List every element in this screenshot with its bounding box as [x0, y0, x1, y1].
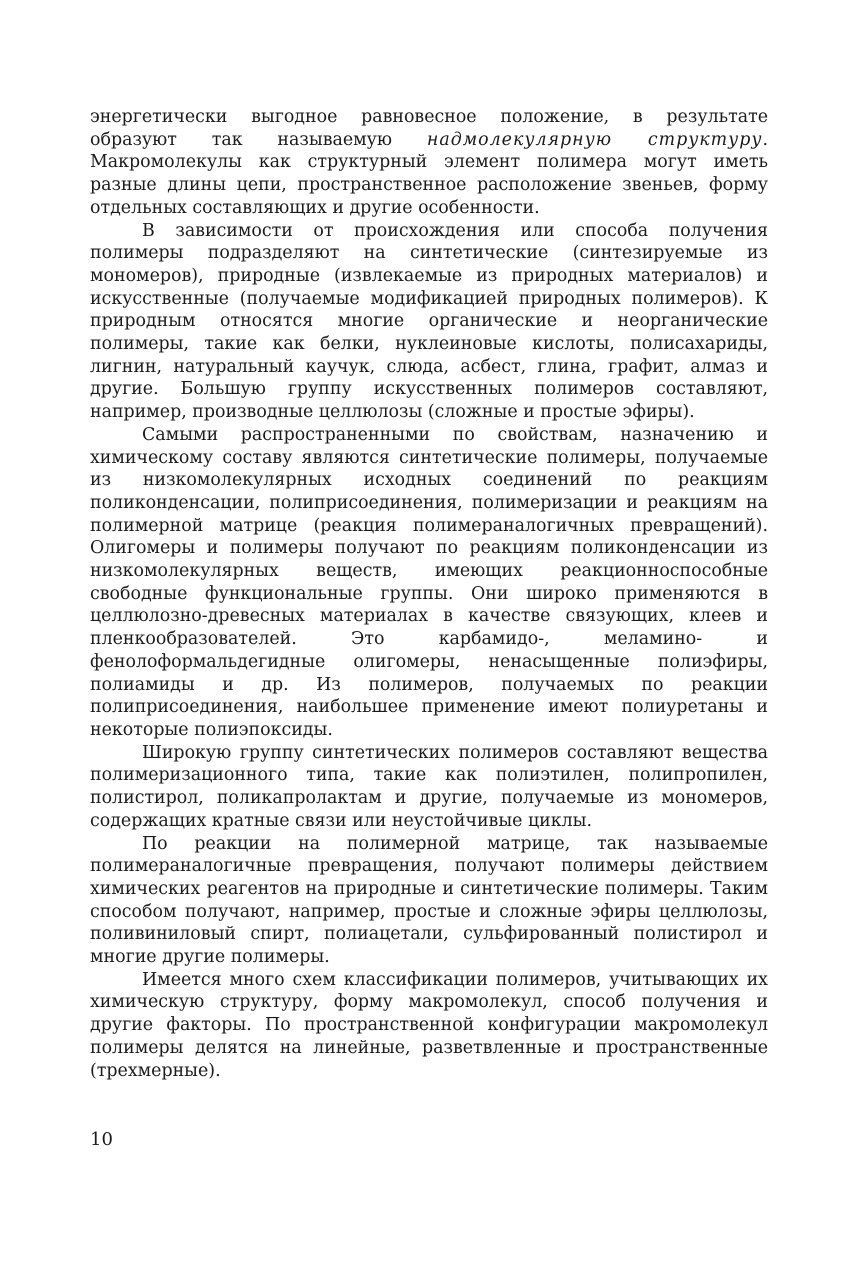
page-number: 10 [90, 1129, 113, 1150]
paragraph-1-end: . Макромолекулы как структурный элемент полимера могут иметь разные длины цепи, пространственное расположение звеньев, форму отдельных составляющих и другие особенности. [90, 129, 769, 218]
paragraph-6: Имеется много схем классификации полимеров, учитывающих их химическую структуру, форму макромолекул, способ получения и другие факторы. По пространственной конфигурации макромолекул полимеры делятся на линейные, разветвленные и пространственные (трехмерные). [90, 969, 768, 1081]
paragraph-4: Широкую группу синтетических полимеров составляют вещества полимеризационного типа, такие как полиэтилен, полипропилен, полистирол, поликапролактам и другие, получаемые из мономеров, содержащих кратные связи или неустойчивые циклы. [90, 742, 768, 831]
paragraph-5: По реакции на полимерной матрице, так называемые полимераналогичные превращения, получают полимеры действием химических реагентов на природные и синтетические полимеры. Таким способом получают, например, простые и сложные эфиры целлюлозы, поливиниловый спирт, полиацетали, сульфированный полистирол и многие другие полимеры. [90, 833, 768, 968]
paragraph-1-start: энергетически выгодное равновесное положение, в результате образуют так называемую [90, 107, 768, 150]
paragraph-1 [90, 106, 768, 220]
emphasized-term: надмолекулярную структуру [426, 129, 763, 150]
paragraph-2: В зависимости от происхождения или способа получения полимеры подразделяют на синтетические (синтезируемые из мономеров), природные (извлекаемые из природных материалов) и искусственные (получаемые модификацией природных полимеров). К природным относятся многие органические и неорганические полимеры, такие как белки, нуклеиновые кислоты, полисахариды, лигнин, натуральный каучук, слюда, асбест, глина, графит, алмаз и другие. Большую группу искусственных полимеров составляют, например, производные целлюлозы (сложные и простые эфиры). [90, 220, 768, 423]
page-body [90, 106, 768, 1082]
paragraph-3: Самыми распространенными по свойствам, назначению и химическому составу являются синтетические полимеры, получаемые из низкомолекулярных исходных соединений по реакциям поликонденсации, полиприсоединения, полимеризации и реакциям на полимерной матрице (реакция полимераналогичных превращений). Олигомеры и полимеры получают по реакциям поликонденсации из низкомолекулярных веществ, имеющих реакционноспособные свободные функциональные группы. Они широко применяются в целлюлозно-древесных материалах в качестве связующих, клеев и пленкообразователей. Это карбамидо-, меламино- и фенолоформальдегидные олигомеры, ненасыщенные полиэфиры, полиамиды и др. Из полимеров, получаемых по реакции полиприсоединения, наибольшее применение имеют полиуретаны и некоторые полиэпоксиды. [90, 424, 768, 740]
